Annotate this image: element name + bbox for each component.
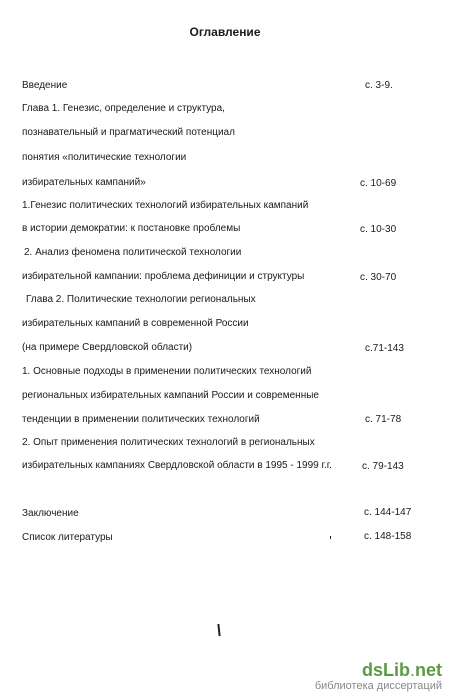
toc-line-section-2-1: 1. Основные подходы в применении политических технологий — [22, 366, 312, 377]
toc-page-intro: с. 3-9. — [365, 80, 393, 91]
toc-page-chapter1: с. 10-69 — [360, 178, 397, 189]
toc-line-intro: Введение — [22, 80, 68, 91]
toc-page-section-2-1: с. 71-78 — [365, 414, 402, 425]
watermark-brand — [315, 660, 442, 680]
toc-line-bibliography: Список литературы — [22, 532, 113, 543]
watermark-brand-dot: . — [409, 660, 415, 680]
toc-line-conclusion: Заключение — [22, 508, 79, 519]
toc-page-conclusion: с. 144-147 — [364, 507, 412, 518]
scan-speck — [330, 536, 331, 539]
toc-line-chapter2: Глава 2. Политические технологии региональных — [26, 294, 256, 305]
watermark-brand-main: dsLib — [361, 660, 410, 680]
toc-page-section-1-1: с. 10-30 — [360, 224, 397, 235]
toc-line-chapter2-cont: избирательных кампаний в современной России — [22, 318, 249, 329]
scan-mark — [217, 624, 220, 636]
toc-page-section-1-2: с. 30-70 — [360, 272, 397, 283]
toc-line-section-1-2-cont: избирательной кампании: проблема дефиниции и структуры — [22, 271, 305, 282]
toc-line-section-2-1-cont: региональных избирательных кампаний России и современные — [22, 390, 319, 401]
toc-page-chapter2: с.71-143 — [365, 343, 404, 354]
toc-line-chapter2-cont: (на примере Свердловской области) — [22, 342, 193, 353]
toc-line-chapter1-cont: понятия «политические технологии — [22, 152, 187, 163]
toc-line-section-1-2: 2. Анализ феномена политической технологии — [24, 247, 242, 258]
toc-line-chapter1: Глава 1. Генезис, определение и структура, — [22, 103, 225, 114]
toc-line-section-1-1: 1.Генезис политических технологий избирательных кампаний — [22, 200, 309, 211]
toc-line-section-2-2: 2. Опыт применения политических технологий в региональных — [22, 437, 315, 448]
watermark-brand-tld: net — [415, 660, 442, 680]
watermark-subtitle: библиотека диссертаций — [314, 680, 442, 692]
page-title: Оглавление — [189, 25, 261, 39]
toc-line-chapter1-cont: избирательных кампаний» — [22, 177, 146, 188]
watermark — [315, 660, 442, 692]
toc-line-section-2-2-cont: избирательных кампаниях Свердловской области в 1995 - 1999 г.г. — [22, 460, 332, 471]
toc-page-section-2-2: с. 79-143 — [362, 461, 404, 472]
toc-line-section-2-1-cont: тенденции в применении политических технологий — [22, 414, 260, 425]
toc-page-bibliography: с. 148-158 — [364, 531, 412, 542]
toc-line-section-1-1-cont: в истории демократии: к постановке проблемы — [22, 223, 241, 234]
toc-line-chapter1-cont: познавательный и прагматический потенциал — [22, 127, 235, 138]
